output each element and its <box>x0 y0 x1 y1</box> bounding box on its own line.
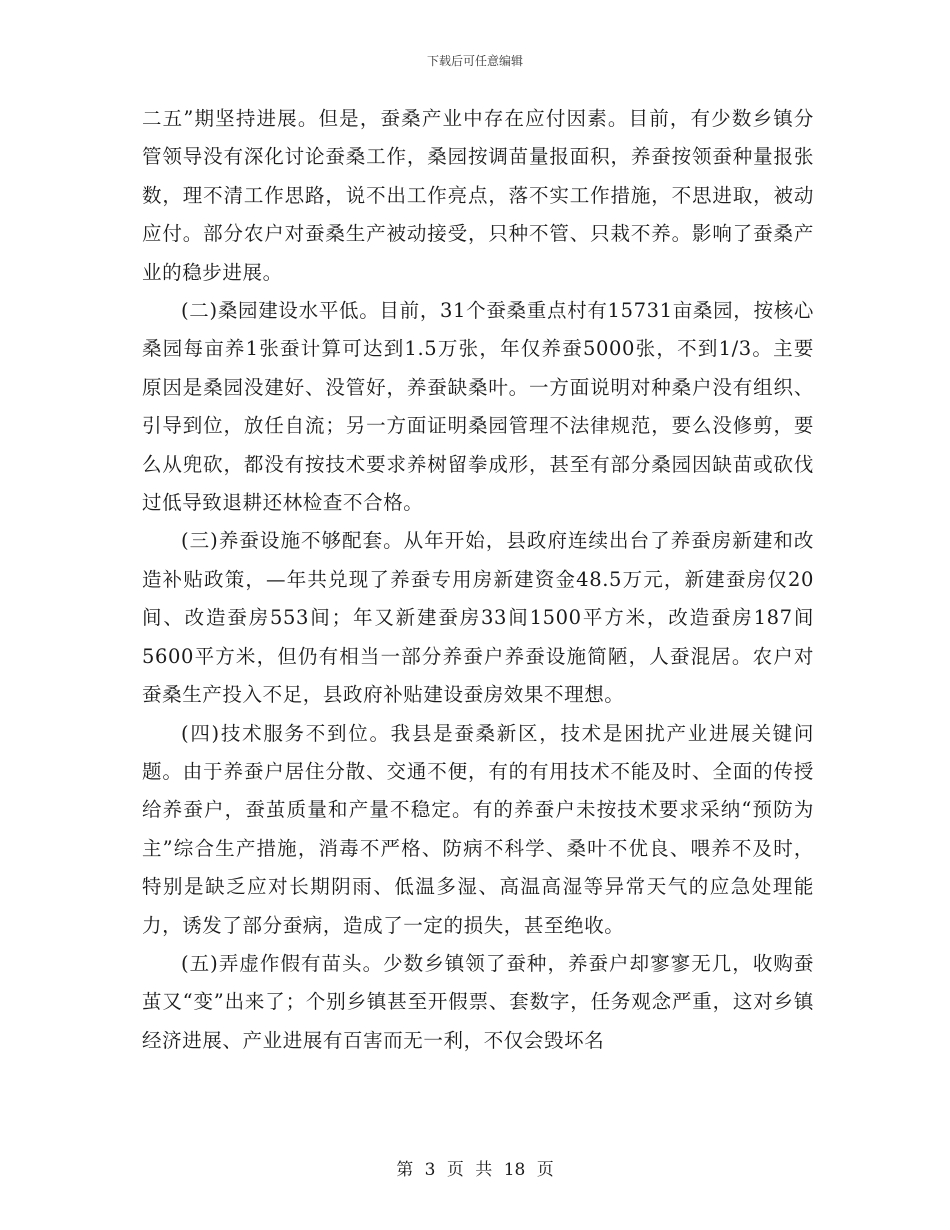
page-footer: 第 3 页 共 18 页 <box>396 1160 554 1180</box>
paragraph-fraud: (五)弄虚作假有苗头。少数乡镇领了蚕种，养蚕户却寥寥无几，收购蚕茧又“变”出来了；个别乡镇甚至开假票、套数字，任务观念严重，这对乡镇经济进展、产业进展有百害而无一利，不仅会毁坏名 <box>142 951 814 1052</box>
document-body <box>142 100 814 1060</box>
paragraph-technical-service: (四)技术服务不到位。我县是蚕桑新区，技术是困扰产业进展关键问题。由于养蚕户居住分散、交通不便，有的有用技术不能及时、全面的传授给养蚕户，蚕茧质量和产量不稳定。有的养蚕户未按技术要求采纳“预防为主”综合生产措施，消毒不严格、防病不科学、桑叶不优良、喂养不及时，特别是缺乏应对长期阴雨、低温多湿、高温高湿等异常天气的应急处理能力，诱发了部分蚕病，造成了一定的损失，甚至绝收。 <box>142 721 814 937</box>
paragraph-continuation: 二五”期坚持进展。但是，蚕桑产业中存在应付因素。目前，有少数乡镇分管领导没有深化讨论蚕桑工作，桑园按调苗量报面积，养蚕按领蚕种量报张数，理不清工作思路，说不出工作亮点，落不实工作措施，不思进取，被动应付。部分农户对蚕桑生产被动接受，只种不管、只栽不养。影响了蚕桑产业的稳步进展。 <box>142 107 814 284</box>
page-header: 下载后可任意编辑 <box>426 54 523 68</box>
paragraph-mulberry-garden: (二)桑园建设水平低。目前，31个蚕桑重点村有15731亩桑园，按核心桑园每亩养1张蚕计算可达到1.5万张，年仅养蚕5000张，不到1/3。主要原因是桑园没建好、没管好，养蚕缺桑叶。一方面说明对种桑户没有组织、引导到位，放任自流；另一方面证明桑园管理不法律规范，要么没修剪，要么从兜砍，都没有按技术要求养树留拳成形，甚至有部分桑园因缺苗或砍伐过低导致退耕还林检查不合格。 <box>142 299 814 515</box>
paragraph-silkworm-facilities: (三)养蚕设施不够配套。从年开始，县政府连续出台了养蚕房新建和改造补贴政策，—年共兑现了养蚕专用房新建资金48.5万元，新建蚕房仅20间、改造蚕房553间；年又新建蚕房33间1500平方米，改造蚕房187间5600平方米，但仍有相当一部分养蚕户养蚕设施简陋，人蚕混居。农户对蚕桑生产投入不足，县政府补贴建设蚕房效果不理想。 <box>142 529 814 707</box>
